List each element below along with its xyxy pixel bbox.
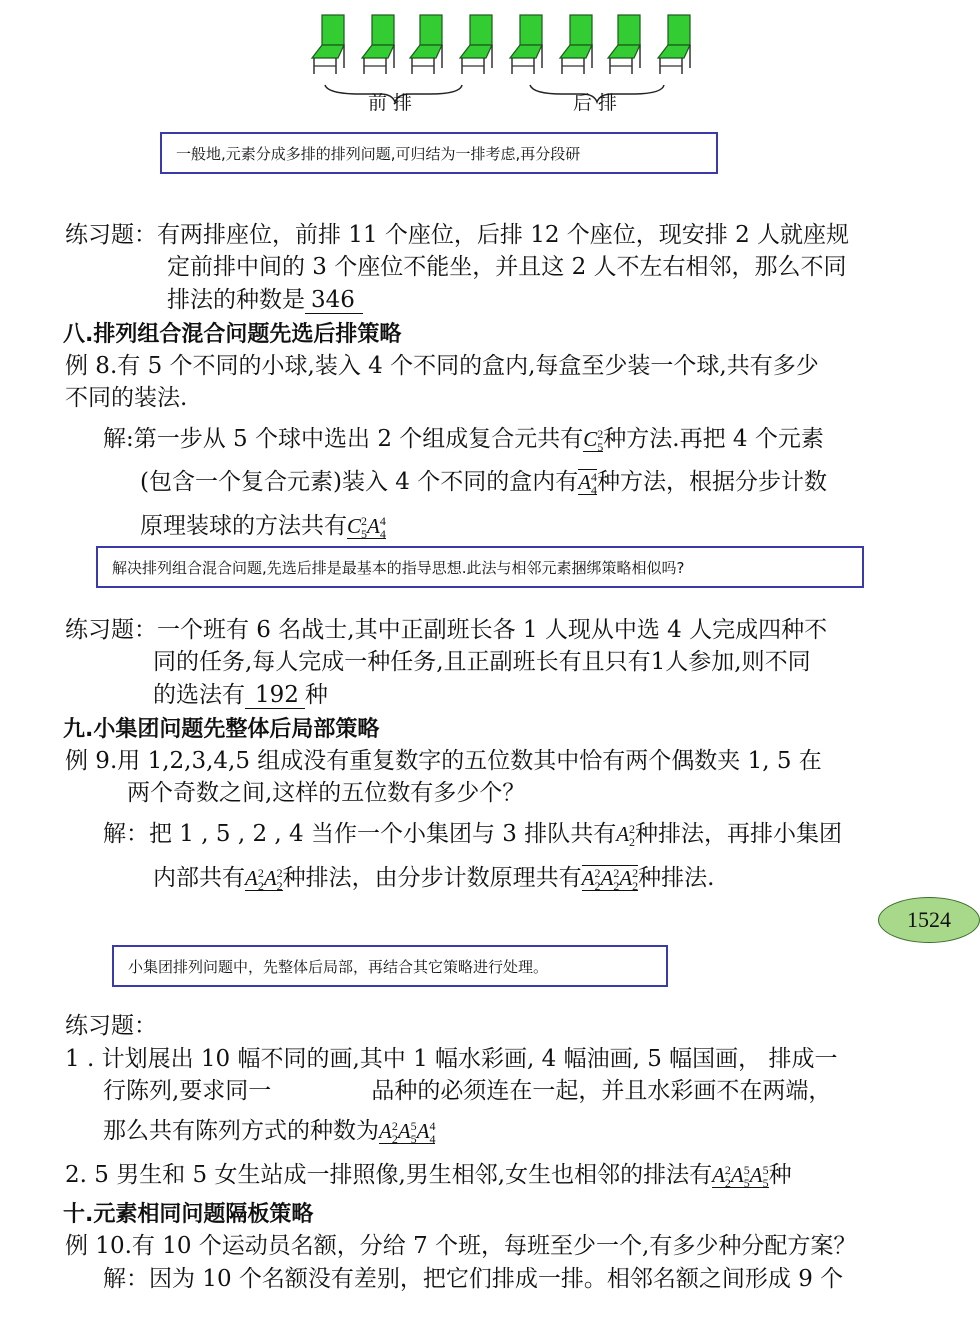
front-row-label: 前 排 xyxy=(368,92,413,114)
practice-8-answer: 192 xyxy=(245,682,305,709)
solution-9-text: 种排法，由分步计数原理共有 xyxy=(282,865,582,891)
solution-9-text: 种排法. xyxy=(638,865,715,891)
formula-a22-a22: $A^2_2A^2_2$ xyxy=(245,866,283,894)
solution-8-text: 解:第一步从 5 个球中选出 2 个组成复合元共有 xyxy=(103,426,584,452)
chair-icon xyxy=(560,15,592,74)
chair-icon xyxy=(510,15,542,74)
practice-8-line1: 练习题：一个班有 6 名战士,其中正副班长各 1 人现从中选 4 人完成四种不 xyxy=(65,617,828,643)
solution-9-line2 xyxy=(153,857,714,902)
practice-8-text: 种 xyxy=(304,682,328,708)
solution-8-line3 xyxy=(140,505,386,550)
practice-9-text: 种 xyxy=(768,1162,792,1188)
chair-icon xyxy=(410,15,442,74)
practice-7-text: 排法的种数是 xyxy=(167,287,305,313)
solution-8-text: 原理装球的方法共有 xyxy=(140,513,347,539)
practice-9-heading: 练习题： xyxy=(65,1013,157,1039)
formula-a22-a55-a55: $A^2_2A^5_5A^5_5$ xyxy=(712,1163,769,1191)
practice-7-line3 xyxy=(167,284,363,316)
chair-icon xyxy=(608,15,640,74)
solution-9-text: 解：把 1 , 5 , 2 , 4 当作一个小集团与 3 排队共有 xyxy=(103,821,617,847)
formula-a22: $A^2_2$ xyxy=(616,822,636,850)
practice-9-p1-line2 xyxy=(103,1075,831,1107)
solution-8-text: 种方法.再把 4 个元素 xyxy=(603,426,824,452)
example-9-line2: 两个奇数之间,这样的五位数有多少个？ xyxy=(127,780,526,806)
practice-9-p1-line3 xyxy=(103,1110,435,1155)
section-10-title: 十.元素相同问题隔板策略 xyxy=(63,1202,314,1227)
practice-9-p2 xyxy=(65,1154,792,1199)
solution-8-text: 种方法，根据分步计数 xyxy=(597,469,828,495)
formula-a44: $A^4_4$ xyxy=(578,470,598,498)
example-8-line2: 不同的装法. xyxy=(65,385,188,411)
page-number-badge: 1524 xyxy=(878,897,980,943)
practice-7-line1: 练习题：有两排座位，前排 11 个座位，后排 12 个座位，现安排 2 人就座规 xyxy=(65,222,850,248)
solution-8-line2 xyxy=(140,461,827,506)
practice-9-text: 那么共有陈列方式的种数为 xyxy=(103,1118,379,1144)
chair-icon xyxy=(312,15,344,74)
chairs-figure xyxy=(300,10,700,120)
chair-icon xyxy=(658,15,690,74)
solution-8-text: (包含一个复合元素)装入 4 个不同的盒内有 xyxy=(140,469,579,495)
practice-9-text: 品种的必须连在一起，并且水彩画不在两端， xyxy=(371,1078,832,1104)
solution-10-line1: 解：因为 10 个名额没有差别，把它们排成一排。相邻名额之间形成 9 个 xyxy=(103,1266,844,1292)
practice-8-line3 xyxy=(153,679,328,711)
example-8-line1: 例 8.有 5 个不同的小球,装入 4 个不同的盒内,每盒至少装一个球,共有多少 xyxy=(65,353,819,379)
solution-9-line1 xyxy=(103,813,842,858)
chair-icon xyxy=(460,15,492,74)
formula-c52: $C^2_5$ xyxy=(583,427,604,455)
practice-7-answer: 346 xyxy=(305,287,363,314)
practice-7-line2: 定前排中间的 3 个座位不能坐，并且这 2 人不左右相邻，那么不同 xyxy=(167,254,847,280)
formula-c52-a44: $C^2_5A^4_4$ xyxy=(347,514,386,542)
back-row-label: 后 排 xyxy=(573,92,618,114)
note-box-multirow: 一般地,元素分成多排的排列问题,可归结为一排考虑,再分段研 xyxy=(160,132,718,174)
practice-8-text: 的选法有 xyxy=(153,682,245,708)
example-10-line1: 例 10.有 10 个运动员名额，分给 7 个班，每班至少一个,有多少种分配方案？ xyxy=(65,1233,857,1259)
practice-9-p1-line1: 1 . 计划展出 10 幅不同的画,其中 1 幅水彩画, 4 幅油画, 5 幅国画， 排成一 xyxy=(65,1046,838,1072)
solution-8-line1 xyxy=(103,418,824,463)
example-9-line1: 例 9.用 1,2,3,4,5 组成没有重复数字的五位数其中恰有两个偶数夹 1, 5 在 xyxy=(65,748,822,774)
solution-9-text: 种排法，再排小集团 xyxy=(635,821,843,847)
formula-a22-a22-a22: $A^2_2A^2_2A^2_2$ xyxy=(581,866,639,894)
note-box-group: 小集团排列问题中，先整体后局部，再结合其它策略进行处理。 xyxy=(112,945,668,987)
solution-9-text: 内部共有 xyxy=(153,865,245,891)
practice-9-text: 行陈列,要求同一 xyxy=(103,1078,272,1104)
section-9-title: 九.小集团问题先整体后局部策略 xyxy=(63,717,380,742)
note-box-mixed: 解决排列组合混合问题,先选后排是最基本的指导思想.此法与相邻元素捆绑策略相似吗? xyxy=(96,546,864,588)
practice-8-line2: 同的任务,每人完成一种任务,且正副班长有且只有1人参加,则不同 xyxy=(153,649,811,675)
section-8-title: 八.排列组合混合问题先选后排策略 xyxy=(63,322,402,347)
practice-9-text: 2. 5 男生和 5 女生站成一排照像,男生相邻,女生也相邻的排法有 xyxy=(65,1162,713,1188)
formula-a22-a55-a44: $A^2_2A^5_5A^4_4$ xyxy=(379,1119,436,1147)
chair-icon xyxy=(362,15,394,74)
